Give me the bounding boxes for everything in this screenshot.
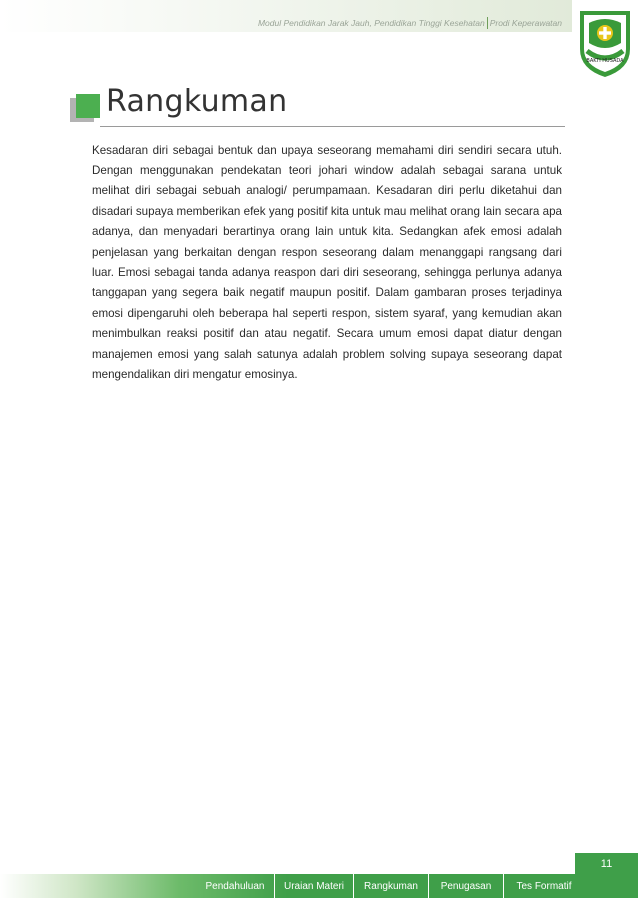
header-divider [487,17,488,29]
page-number: 11 [575,853,638,874]
nav-rangkuman[interactable]: Rangkuman [354,874,429,898]
kemenkes-logo-icon [576,7,634,79]
program-name: Prodi Keperawatan [489,18,562,28]
nav-uraian-materi[interactable]: Uraian Materi [275,874,354,898]
logo-motto: BAKTI HUSADA [586,58,624,64]
nav-pendahuluan[interactable]: Pendahuluan [196,874,275,898]
summary-paragraph: Kesadaran diri sebagai bentuk dan upaya seseorang memahami diri sendiri secara utuh. Dengan menggunakan pendekatan teori johari window adalah sebagai sarana untuk melihat diri sebagai sebuah analogi/ perumpamaan. Kesadaran diri perlu diketahui dan disadari supaya memberikan efek yang positif kita untuk mau melihat orang lain secara apa adanya, dan menyadari berartinya orang lain untuk kita. Sedangkan afek emosi adalah penjelasan yang berkaitan dengan respon seseorang dalam menanggapi rangsang dari luar. Emosi sebagai tanda adanya reaspon dari diri seseorang, sehingga perlunya adanya tanggapan yang segera baik negatif maupun positif. Dalam gambaran proses terjadinya emosi dipengaruhi oleh beberapa hal seperti respon, sistem syaraf, yang kemudian akan menimbulkan reaksi positif dan atau negatif. Secara umum emosi dapat diatur dengan manajemen emosi yang salah satunya adalah problem solving supaya seseorang dapat mengendalikan diri mengatur emosinya. [92,143,562,382]
module-title: Modul Pendidikan Jarak Jauh, Pendidikan Tinggi Kesehatan [257,18,485,28]
nav-penugasan[interactable]: Penugasan [429,874,504,898]
nav-tes-formatif[interactable]: Tes Formatif [516,880,572,892]
title-underline [100,126,565,127]
footer-navigation [196,874,584,898]
running-header [258,17,562,29]
section-title-squares-icon [70,94,102,124]
section-title: Rangkuman [106,84,288,119]
